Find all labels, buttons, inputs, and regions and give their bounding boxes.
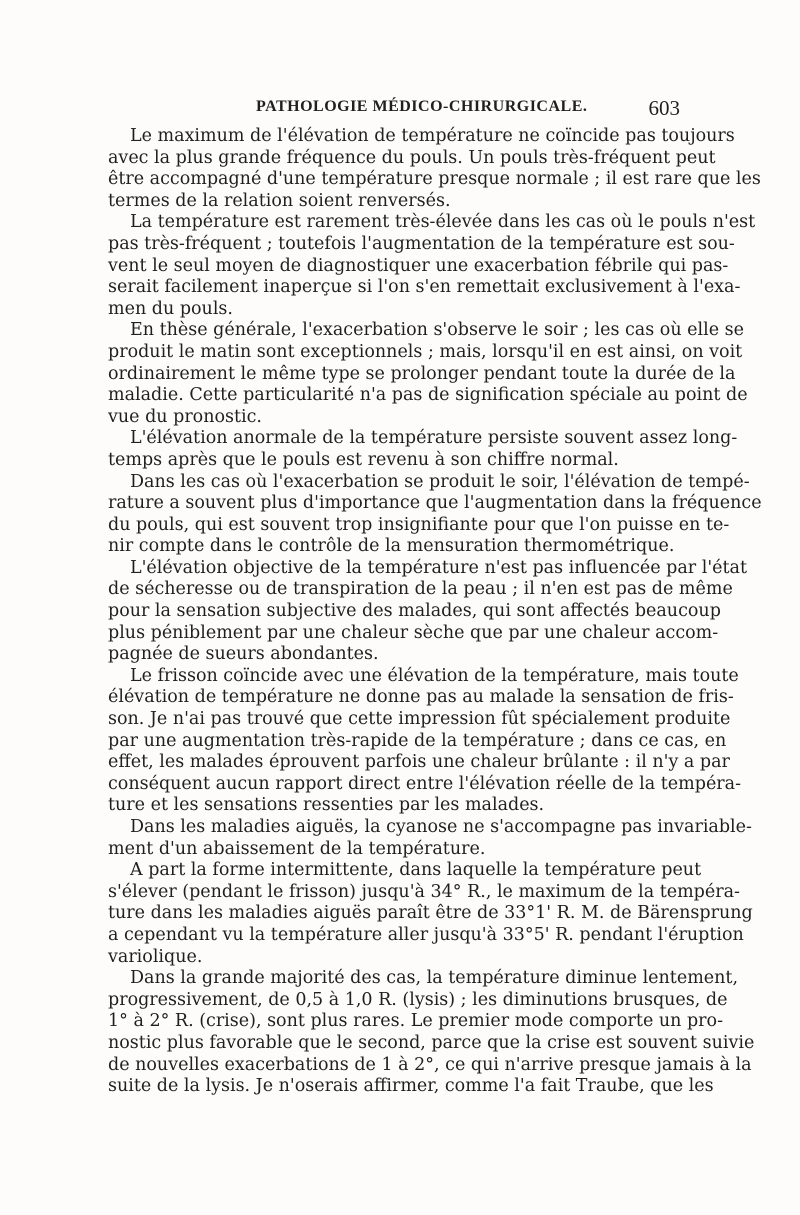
text-line: a cependant vu la température aller jusqu'à 33°5' R. pendant l'éruption xyxy=(108,924,744,945)
text-line: de sécheresse ou de transpiration de la peau ; il n'en est pas de même xyxy=(108,579,733,600)
text-line: ordinairement le même type se prolonger pendant toute la durée de la xyxy=(108,363,736,384)
text-line: suite de la lysis. Je n'oserais affirmer, comme l'a fait Traube, que les xyxy=(108,1076,714,1097)
text-line: En thèse générale, l'exacerbation s'observe le soir ; les cas où elle se xyxy=(130,320,744,341)
text-line: conséquent aucun rapport direct entre l'élévation réelle de la tempéra- xyxy=(108,773,742,794)
text-line: men du pouls. xyxy=(108,298,233,319)
text-line: vent le seul moyen de diagnostiquer une exacerbation fébrile qui pas- xyxy=(108,255,729,276)
text-line: La température est rarement très-élevée dans les cas où le pouls n'est xyxy=(130,212,756,233)
text-line: du pouls, qui est souvent trop insignifiante pour que l'on puisse en te- xyxy=(108,514,730,535)
text-line: plus péniblement par une chaleur sèche que par une chaleur accom- xyxy=(108,622,719,643)
text-line: L'élévation objective de la température n'est pas influencée par l'état xyxy=(130,557,747,578)
text-line: variolique. xyxy=(108,946,203,967)
body-text xyxy=(108,126,762,1156)
text-line: Le frisson coïncide avec une élévation de la température, mais toute xyxy=(130,665,739,686)
text-line: s'élever (pendant le frisson) jusqu'à 34° R., le maximum de la tempéra- xyxy=(108,881,740,902)
text-line: A part la forme intermittente, dans laquelle la température peut xyxy=(130,860,702,881)
text-line: L'élévation anormale de la température persiste souvent assez long- xyxy=(130,428,738,449)
text-line: élévation de température ne donne pas au malade la sensation de fris- xyxy=(108,687,734,708)
text-line: serait facilement inaperçue si l'on s'en remettait exclusivement à l'exa- xyxy=(108,277,741,298)
text-line: ture dans les maladies aiguës paraît être de 33°1' R. M. de Bärensprung xyxy=(108,903,753,924)
text-line: nir compte dans le contrôle de la mensuration thermométrique. xyxy=(108,536,675,557)
text-line: pas très-fréquent ; toutefois l'augmentation de la température est sou- xyxy=(108,233,735,254)
text-line: 1° à 2° R. (crise), sont plus rares. Le premier mode comporte un pro- xyxy=(108,1011,723,1032)
text-line: vue du pronostic. xyxy=(108,406,262,427)
text-line: nostic plus favorable que le second, parce que la crise est souvent suivie xyxy=(108,1032,755,1053)
text-line: Dans les maladies aiguës, la cyanose ne s'accompagne pas invariable- xyxy=(130,817,752,837)
text-line: progressivement, de 0,5 à 1,0 R. (lysis) ; les diminutions brusques, de xyxy=(108,989,728,1010)
text-line: Dans la grande majorité des cas, la température diminue lentement, xyxy=(130,968,739,989)
text-line: être accompagné d'une température presque normale ; il est rare que les xyxy=(108,169,761,190)
text-line: de nouvelles exacerbations de 1 à 2°, ce qui n'arrive presque jamais à la xyxy=(108,1054,752,1075)
text-line: termes de la relation soient renversés. xyxy=(108,190,451,211)
text-line: par une augmentation très-rapide de la température ; dans ce cas, en xyxy=(108,730,727,751)
text-line: Le maximum de l'élévation de température ne coïncide pas toujours xyxy=(130,126,735,146)
text-line: ment d'un abaissement de la température. xyxy=(108,838,486,859)
text-line: Dans les cas où l'exacerbation se produit le soir, l'élévation de tempé- xyxy=(130,471,750,492)
text-line: avec la plus grande fréquence du pouls. Un pouls très-fréquent peut xyxy=(108,147,716,168)
page-number: 603 xyxy=(648,96,680,120)
text-line: maladie. Cette particularité n'a pas de signification spéciale au point de xyxy=(108,385,748,406)
running-head xyxy=(96,94,686,124)
text-line: pagnée de sueurs abondantes. xyxy=(108,644,379,665)
text-line: son. Je n'ai pas trouvé que cette impression fût spécialement produite xyxy=(108,709,731,730)
text-line: ture et les sensations ressenties par les malades. xyxy=(108,795,545,816)
running-title: PATHOLOGIE MÉDICO-CHIRURGICALE. xyxy=(256,98,588,115)
text-line: pour la sensation subjective des malades, qui sont affectés beaucoup xyxy=(108,601,721,622)
text-line: effet, les malades éprouvent parfois une chaleur brûlante : il n'y a par xyxy=(108,752,730,773)
text-line: rature a souvent plus d'importance que l'augmentation dans la fréquence xyxy=(108,493,762,514)
text-line: temps après que le pouls est revenu à son chiffre normal. xyxy=(108,449,619,470)
text-line: produit le matin sont exceptionnels ; mais, lorsqu'il en est ainsi, on voit xyxy=(108,341,743,362)
